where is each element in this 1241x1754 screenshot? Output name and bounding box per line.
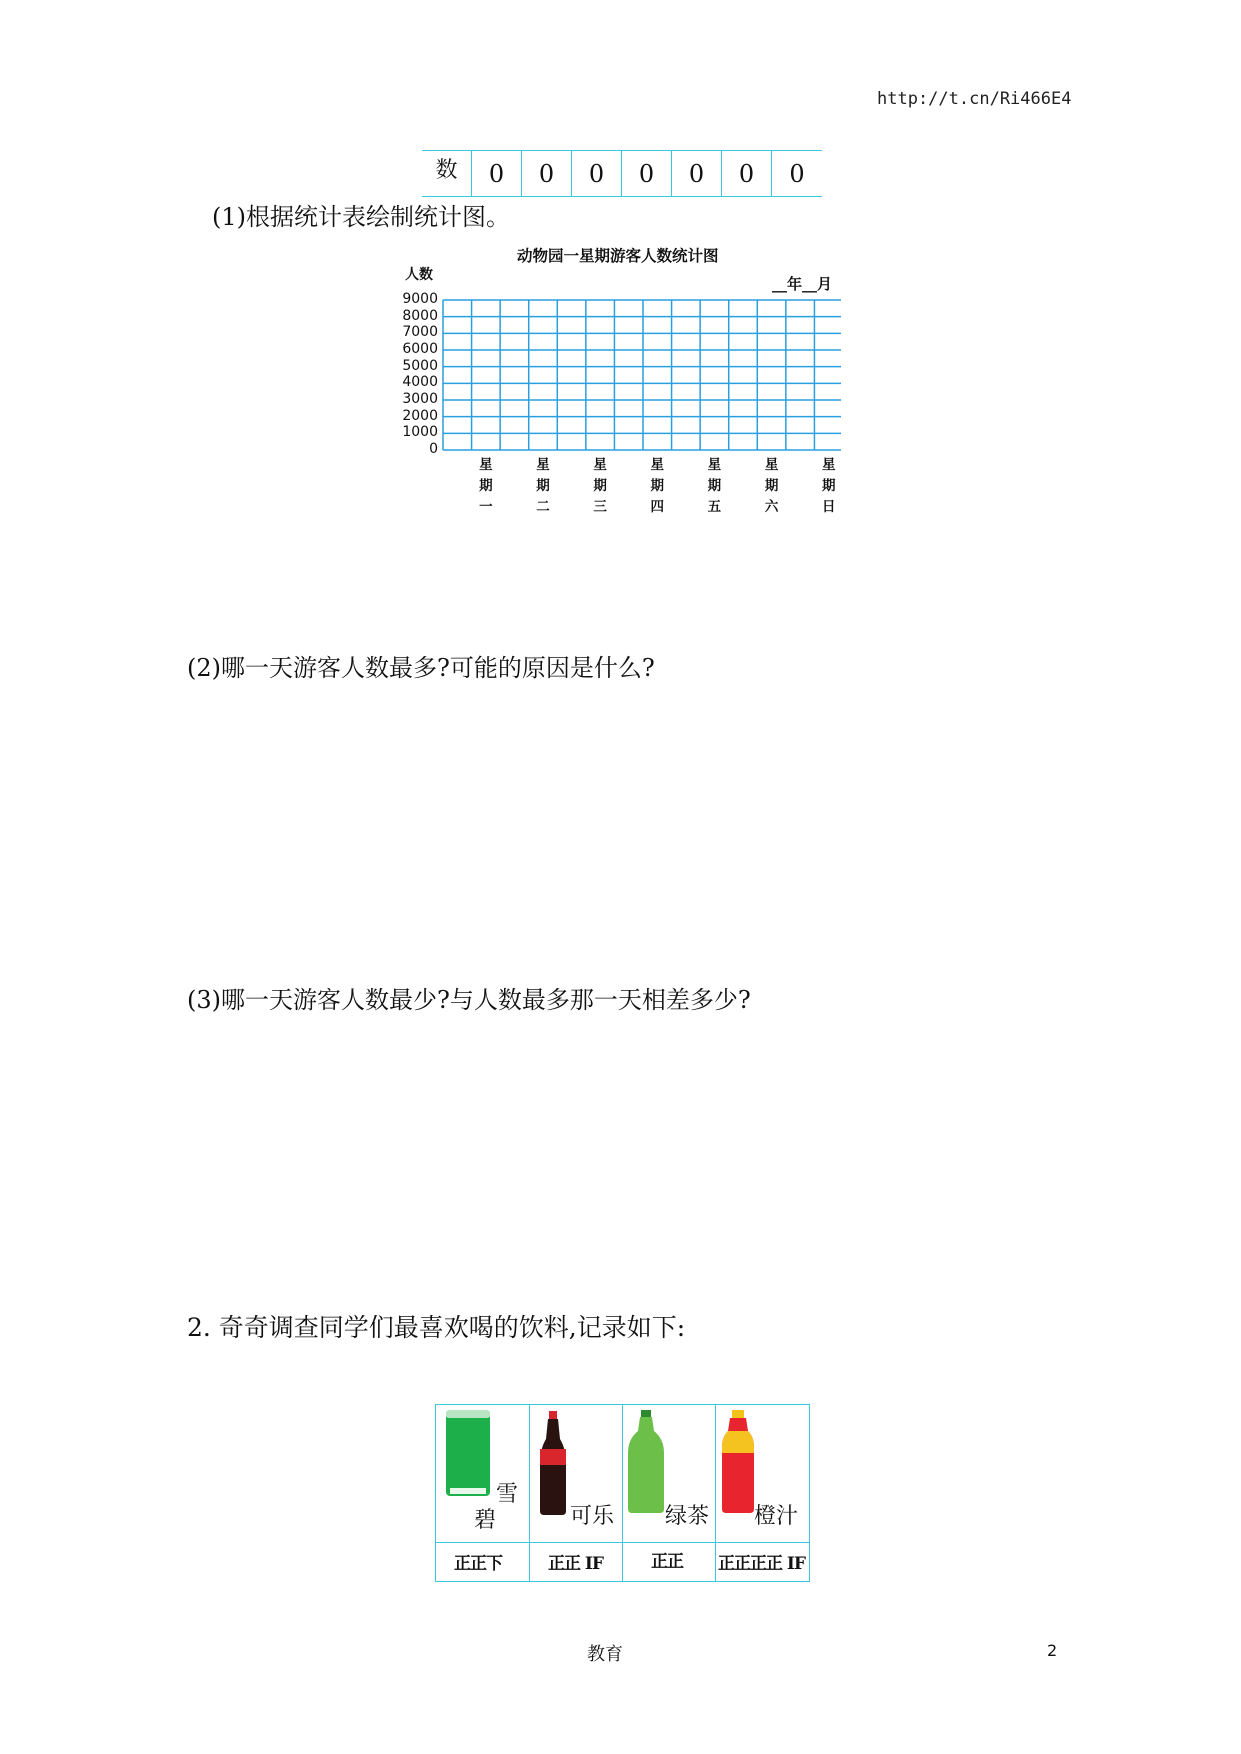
x-category-label [704, 455, 724, 518]
y-tick-label: 3000 [402, 391, 438, 407]
x-category-char: 星 [764, 457, 779, 473]
x-category-char: 三 [593, 499, 607, 515]
drink-name: 雪 [496, 1482, 519, 1507]
chart-title: 动物园一星期游客人数统计图 [517, 247, 719, 265]
orange-juice-bottle-icon [720, 1409, 756, 1515]
drink-column [716, 1405, 809, 1581]
chart-y-axis-label: 人数 [405, 267, 433, 283]
x-category-char: 星 [479, 457, 493, 473]
x-category-char: 期 [479, 478, 493, 494]
x-category-char: 期 [593, 478, 607, 494]
x-category-label [590, 455, 610, 518]
tally-marks: 正正正正 IF [718, 1554, 805, 1574]
table-cell: 0 [622, 151, 672, 196]
table-cell: 0 [672, 151, 722, 196]
y-tick-label: 5000 [402, 357, 438, 374]
question-3: (3)哪一天游客人数最少?与人数最多那一天相差多少? [187, 986, 751, 1014]
x-category-char: 五 [707, 499, 722, 515]
header-url: http://t.cn/Ri466E4 [877, 89, 1072, 109]
green-tea-bottle-icon [626, 1409, 666, 1515]
y-tick-label: 4000 [402, 374, 438, 391]
x-category-label [762, 455, 782, 518]
tally-marks: 正正 [651, 1552, 683, 1572]
chart-date-label: __年__月 [772, 275, 833, 293]
x-category-char: 星 [536, 457, 550, 473]
drink-column [623, 1405, 716, 1581]
table-cell: 0 [472, 151, 522, 196]
x-category-char: 期 [650, 478, 665, 494]
x-category-char: 二 [536, 499, 550, 515]
footer-text: 教育 [587, 1644, 623, 1665]
y-tick-label: 9000 [402, 291, 438, 307]
x-category-char: 期 [707, 478, 722, 494]
drink-column [436, 1405, 530, 1581]
row-label: 数 [422, 151, 472, 196]
x-category-char: 星 [650, 457, 665, 473]
x-category-char: 星 [707, 457, 722, 473]
x-category-label [647, 455, 667, 518]
question-2: (2)哪一天游客人数最多?可能的原因是什么? [187, 654, 655, 682]
drink-name: 绿茶 [665, 1504, 710, 1529]
tally-marks: 正正 IF [548, 1554, 603, 1574]
table-cell: 0 [572, 151, 622, 196]
x-category-char: 六 [764, 499, 779, 515]
drink-name: 橙汁 [754, 1504, 799, 1529]
question-4-intro: 2. 奇奇调查同学们最喜欢喝的饮料,记录如下: [187, 1313, 686, 1342]
y-tick-label: 1000 [402, 424, 438, 441]
table-cell: 0 [722, 151, 772, 196]
chart-grid [441, 298, 841, 454]
x-category-label [476, 455, 496, 518]
visitor-count-table-row [422, 150, 822, 197]
x-category-char: 一 [479, 499, 493, 515]
cola-bottle-icon [536, 1409, 570, 1517]
x-category-label [819, 455, 839, 518]
drink-name: 可乐 [570, 1504, 615, 1529]
y-tick-label: 2000 [402, 407, 438, 424]
table-cell: 0 [789, 159, 805, 188]
y-tick-label: 7000 [402, 324, 438, 341]
drink-column [530, 1405, 623, 1581]
question-1: (1)根据统计表绘制统计图。 [212, 203, 510, 231]
x-category-char: 星 [821, 457, 836, 473]
tally-marks: 正正下 [454, 1554, 502, 1574]
x-category-char: 日 [821, 499, 836, 515]
table-cell: 0 [522, 151, 572, 196]
y-tick-label: 6000 [402, 341, 438, 357]
y-tick-label: 0 [429, 441, 438, 457]
x-category-char: 四 [650, 499, 665, 515]
y-tick-label: 8000 [402, 307, 438, 324]
x-category-char: 期 [821, 478, 836, 494]
page-number: 2 [1047, 1641, 1058, 1660]
x-category-char: 星 [593, 457, 607, 473]
x-category-label [533, 455, 553, 518]
table-divider [436, 1542, 809, 1543]
x-category-char: 期 [764, 478, 779, 494]
drink-name: 碧 [474, 1508, 497, 1533]
sprite-can-icon [444, 1408, 492, 1498]
drink-survey-table [435, 1404, 810, 1582]
x-category-char: 期 [536, 478, 550, 494]
